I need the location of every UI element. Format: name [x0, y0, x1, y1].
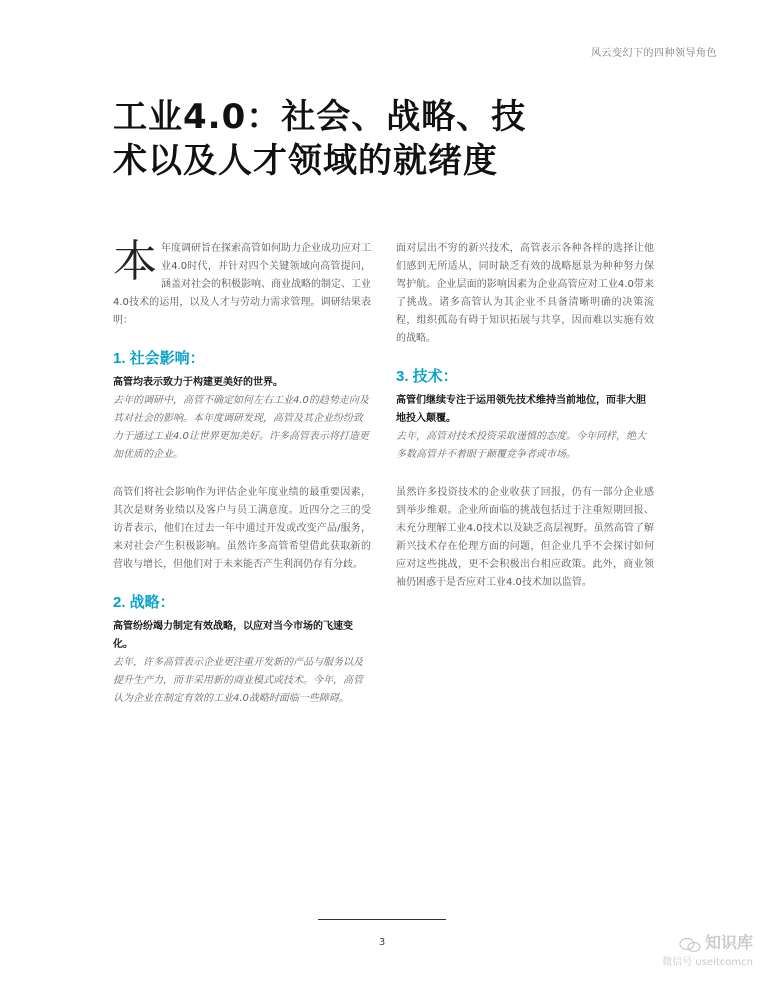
page-title-line-1: 工业4.0：社会、战略、技 — [113, 97, 527, 137]
section-heading-tech: 3. 技术： — [396, 368, 458, 385]
wechat-icon — [679, 937, 701, 953]
page-number: 3 — [378, 937, 386, 948]
running-header: 风云变幻下的四种领导角色 — [591, 48, 717, 59]
right-column — [396, 240, 654, 612]
section-lead-italic: 去年，许多高管表示企业更注重开发新的产品与服务以及提升生产力，而非采用新的商业模式或技术。今年，高管认为企业在制定有效的工业4.0战略时面临一些障碍。 — [113, 657, 363, 704]
intro-paragraph — [113, 236, 371, 330]
page-title-line-2: 术以及人才领域的就绪度 — [113, 141, 498, 181]
section-strategy — [113, 594, 371, 708]
section-social — [113, 350, 371, 574]
section-body-continued: 面对层出不穷的新兴技术，高管表示各种各样的选择让他们感到无所适从，同时缺乏有效的战略愿景为种种努力保驾护航。企业层面的影响因素为企业高管应对工业4.0带来了挑战。诸多高管认为其企业不具备清晰明确的决策流程，组织孤岛有碍于知识拓展与共享，因而难以实施有效的战略。 — [396, 243, 654, 344]
section-lead-bold: 高管均表示致力于构建更美好的世界。 — [113, 377, 283, 388]
left-column — [113, 236, 371, 728]
section-tech — [396, 368, 654, 592]
section-heading-strategy: 2. 战略： — [113, 594, 175, 611]
section-lead-bold: 高管纷纷竭力制定有效战略，以应对当今市场的飞速变化。 — [113, 621, 353, 650]
section-lead-italic: 去年的调研中，高管不确定如何左右工业4.0的趋势走向及其对社会的影响。本年度调研发现，高管及其企业纷纷致力于通过工业4.0让世界更加美好。许多高管表示将打造更加优质的企业。 — [113, 395, 369, 460]
footer-rule — [318, 919, 446, 920]
watermark-account: 微信号 useitcomcn — [662, 957, 753, 968]
section-body: 高管们将社会影响作为评估企业年度业绩的最重要因素，其次是财务业绩以及客户与员工满意度。近四分之三的受访者表示，他们在过去一年中通过开发或改变产品/服务，来对社会产生积极影响。虽然许多高管希望借此获取新的营收与增长，但他们对于未来能否产生利润仍存有分歧。 — [113, 487, 371, 570]
section-body: 虽然许多投资技术的企业收获了回报，仍有一部分企业感到举步维艰。企业所面临的挑战包括过于注重短期回报、未充分理解工业4.0技术以及缺乏高层视野。虽然高管了解新兴技术存在伦理方面的问题，但企业几乎不会探讨如何应对这些挑战，更不会积极出台相应政策。此外，商业领袖仍困惑于是否应对工业4.0技术加以监管。 — [396, 487, 654, 588]
section-heading-social: 1. 社会影响： — [113, 350, 205, 367]
intro-text: 年度调研旨在探索高管如何助力企业成功应对工业4.0时代，并针对四个关键领域向高管提问，涵盖对社会的积极影响、商业战略的制定、工业4.0技术的运用，以及人才与劳动力需求管理。调研结果表明： — [113, 243, 371, 326]
watermark — [643, 930, 753, 968]
drop-cap: 本 — [113, 236, 157, 287]
section-lead-italic: 去年，高管对技术投资采取谨慎的态度。今年同样，绝大多数高管并不着眼于颠覆竞争者或市场。 — [396, 431, 646, 460]
section-lead-bold: 高管们继续专注于运用领先技术维持当前地位，而非大胆地投入颠覆。 — [396, 395, 646, 424]
page-title — [113, 95, 553, 183]
watermark-brand: 知识库 — [704, 933, 753, 952]
